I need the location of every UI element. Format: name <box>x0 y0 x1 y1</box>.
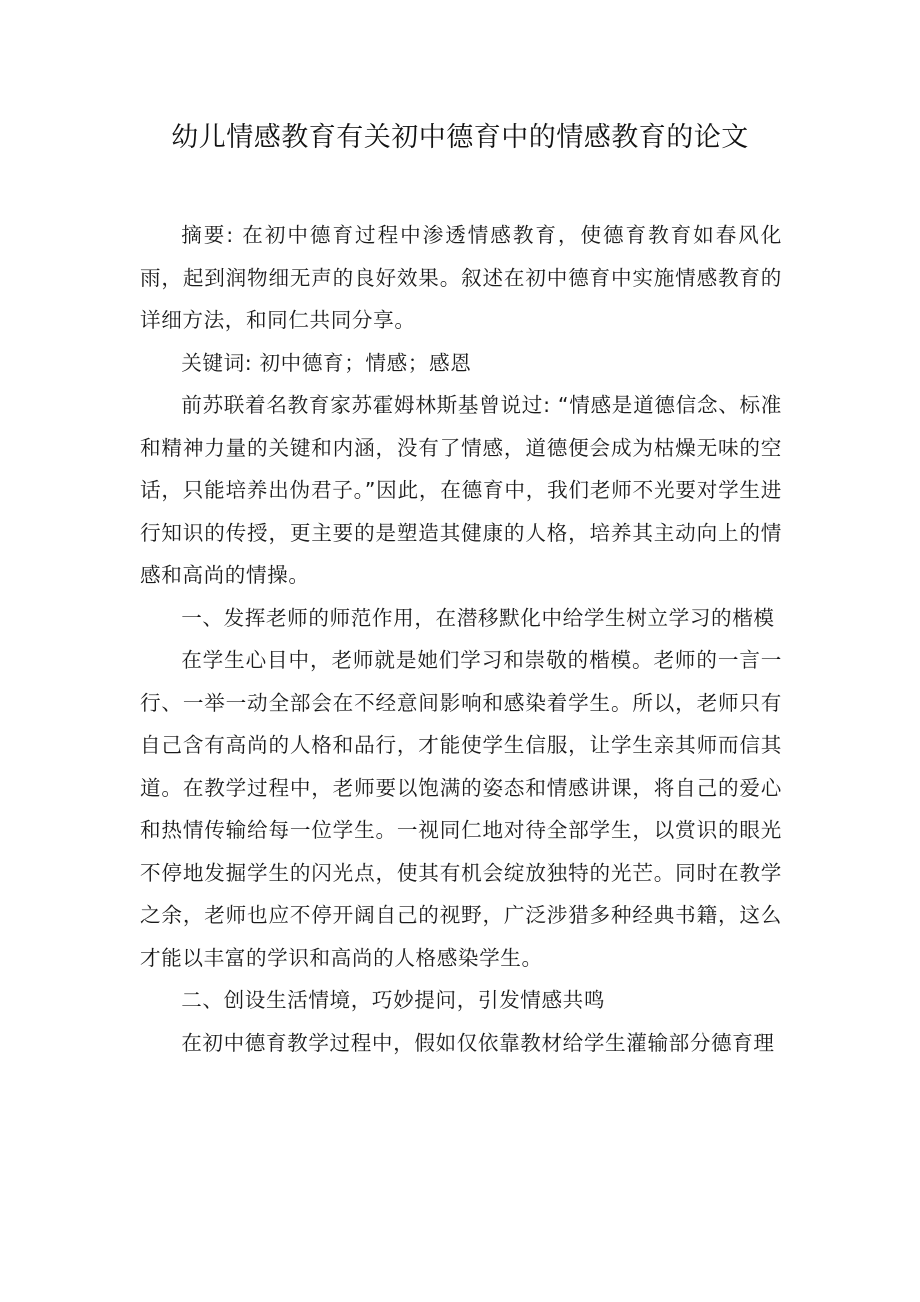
intro-paragraph: 前苏联着名教育家苏霍姆林斯基曾说过: “情感是道德信念、标准和精神力量的关键和内涵，没有了情感，道德便会成为枯燥无味的空话，只能培养出伪君子。”因此，在德育中，我们老师不光要对学生进行知识的传授，更主要的是塑造其健康的人格，培养其主动向上的情感和高尚的情操。 <box>140 393 782 587</box>
section-2-paragraph: 在初中德育教学过程中，假如仅依靠教材给学生灌输部分德育理 <box>181 1030 775 1055</box>
section-1-paragraph: 在学生心目中，老师就是她们学习和崇敬的楷模。老师的一言一行、一举一动全部会在不经意间影响和感染着学生。所以，老师只有自己含有高尚的人格和品行，才能使学生信服，让学生亲其师而信其道。在教学过程中，老师要以饱满的姿态和情感讲课，将自己的爱心和热情传输给每一位学生。一视同仁地对待全部学生，以赏识的眼光不停地发掘学生的闪光点，使其有机会绽放独特的光芒。同时在教学之余，老师也应不停开阔自己的视野，广泛涉猎多种经典书籍，这么才能以丰富的学识和高尚的人格感染学生。 <box>140 648 782 970</box>
abstract-paragraph: 摘要: 在初中德育过程中渗透情感教育，使德育教育如春风化雨，起到润物细无声的良好效果。叙述在初中德育中实施情感教育的详细方法，和同仁共同分享。 <box>140 223 782 332</box>
document-title: 幼儿情感教育有关初中德育中的情感教育的论文 <box>171 122 749 153</box>
section-heading-2: 二、创设生活情境，巧妙提问，引发情感共鸣 <box>181 988 606 1012</box>
keywords-paragraph: 关键词: 初中德育；情感；感恩 <box>181 350 472 375</box>
section-heading-1: 一、发挥老师的师范作用，在潜移默化中给学生树立学习的楷模 <box>181 605 775 630</box>
document-body <box>140 214 782 1064</box>
